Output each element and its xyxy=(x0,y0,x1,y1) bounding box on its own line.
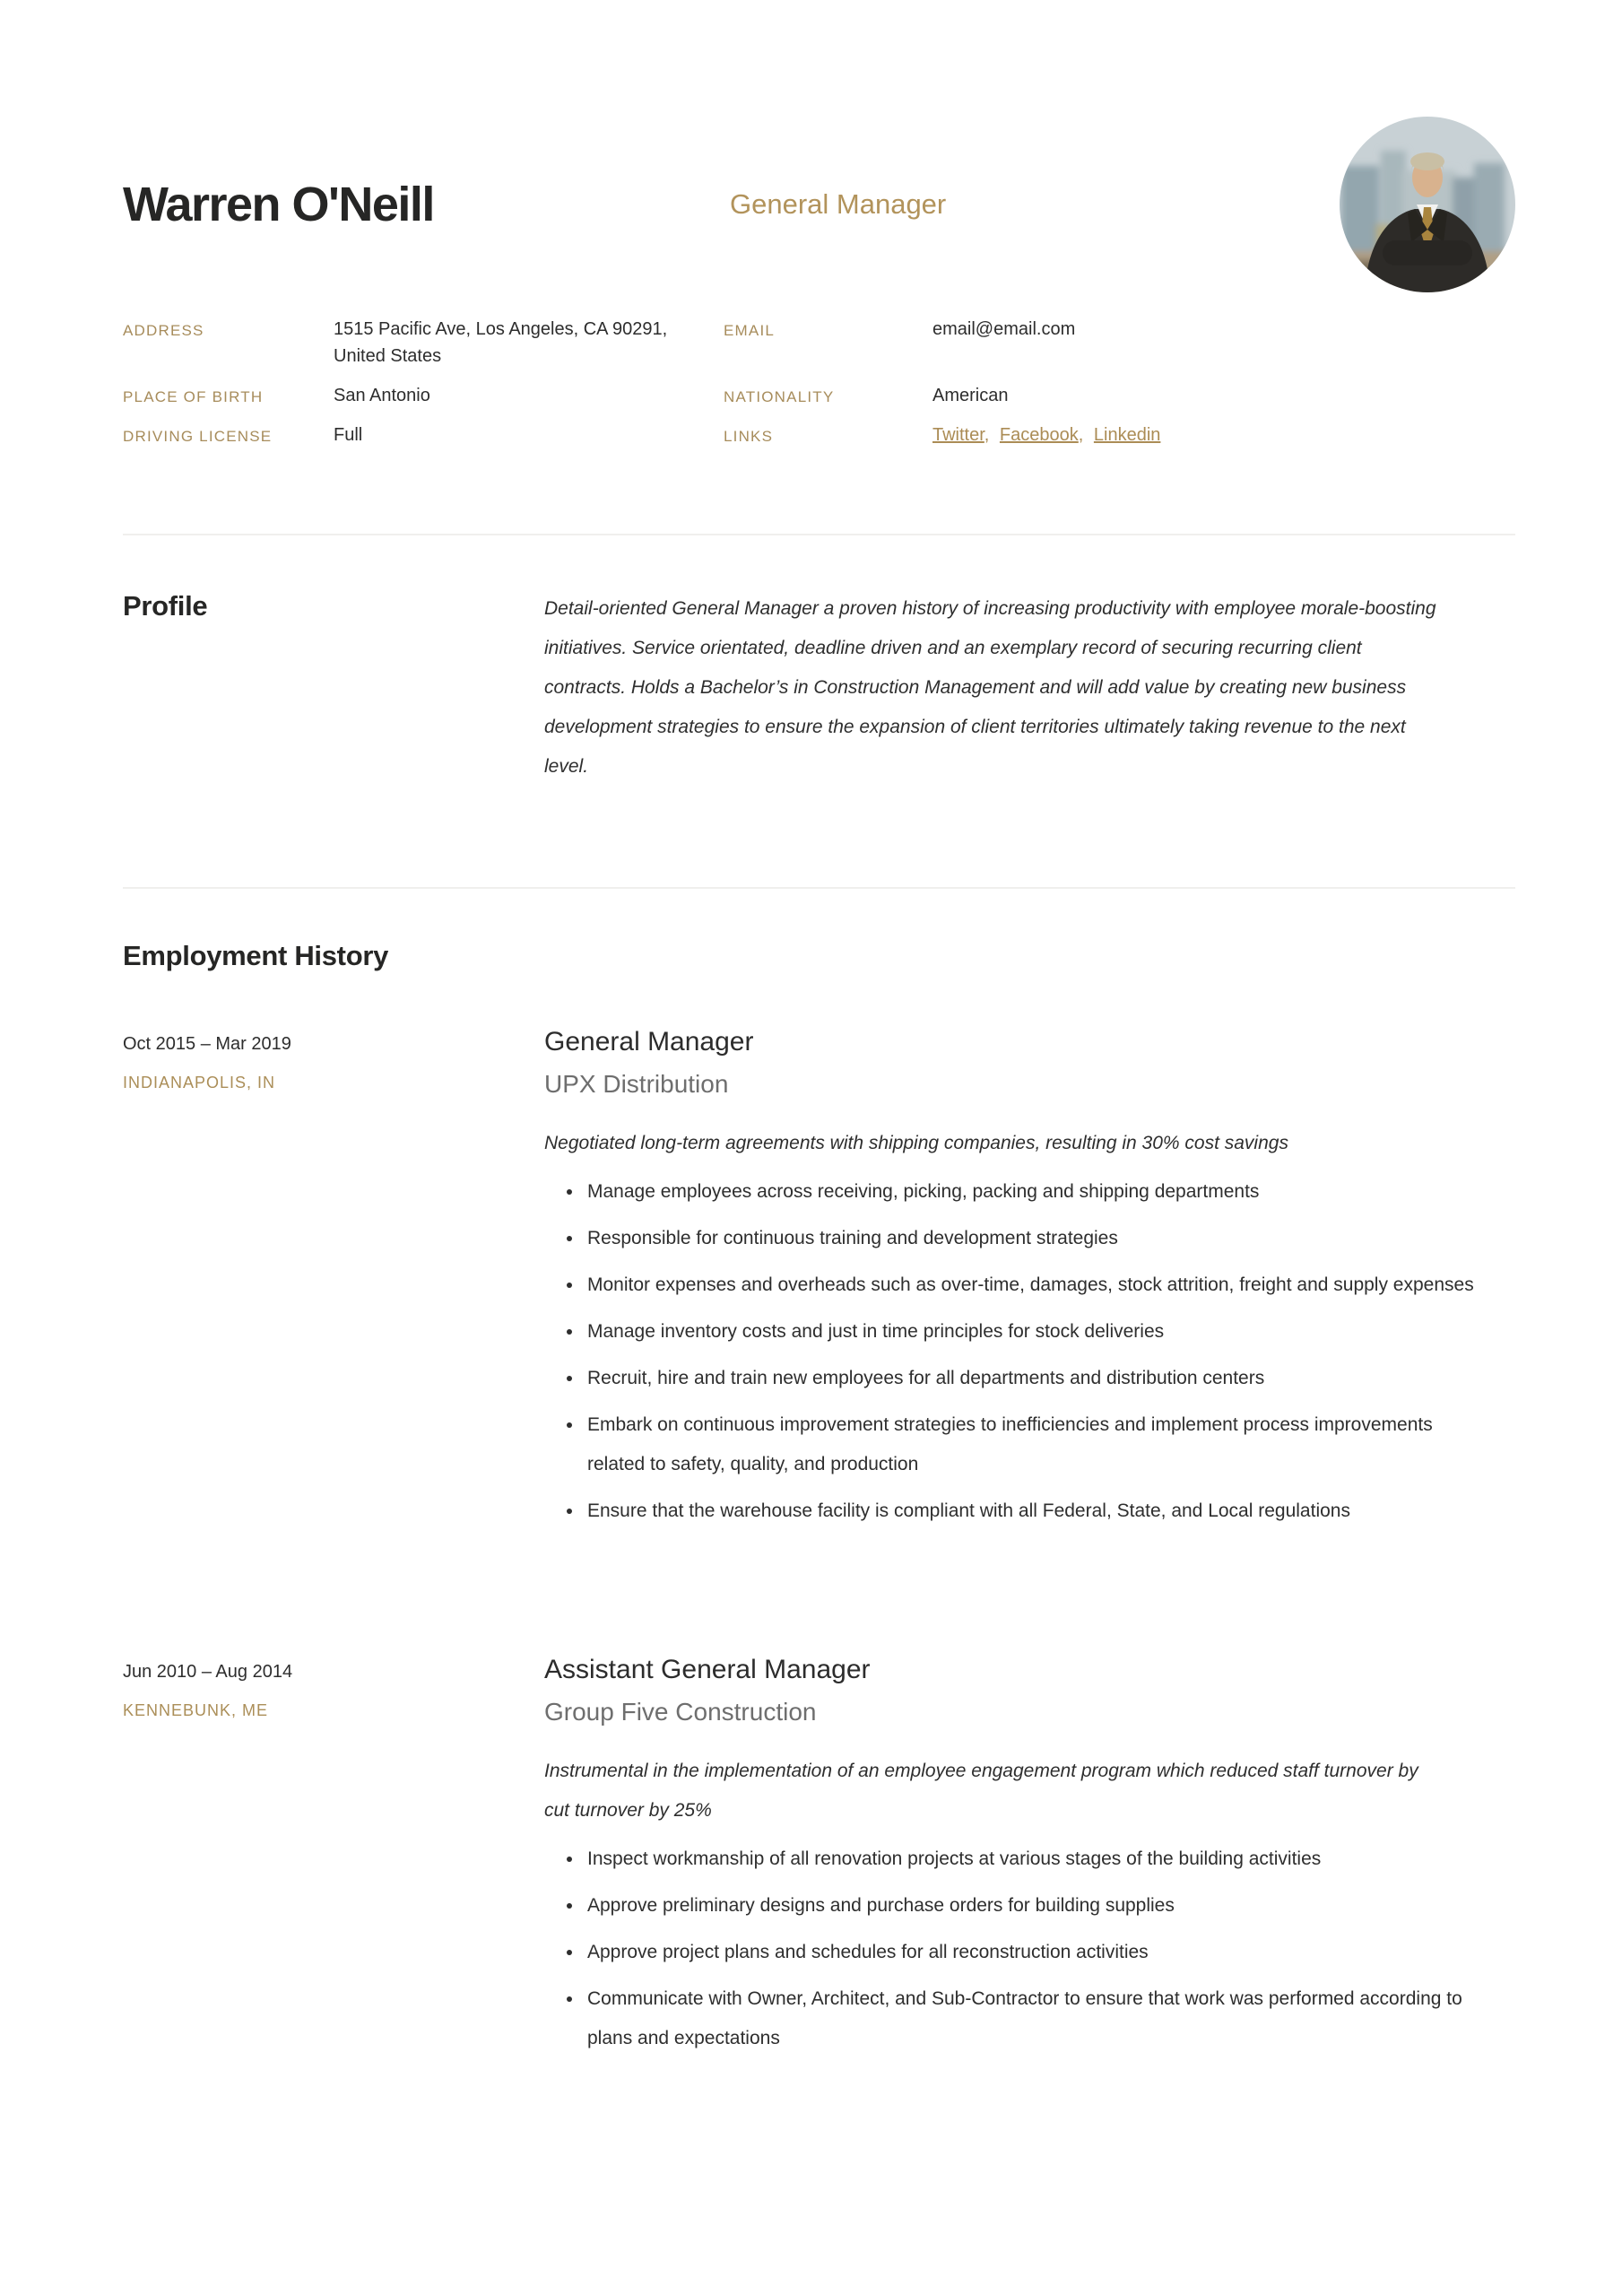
job-bullet: • Communicate with Owner, Architect, and Sub-Contractor to ensure that work was performed according to plans and expectations xyxy=(584,1979,1480,2058)
job-bullet: • Inspect workmanship of all renovation projects at various stages of the building activities xyxy=(584,1839,1480,1879)
job-bullet: • Approve preliminary designs and purchase orders for building supplies xyxy=(584,1886,1480,1926)
contact-details xyxy=(123,316,1515,448)
job-date: Oct 2015 – Mar 2019 xyxy=(123,1034,291,1054)
place-of-birth-label: PLACE OF BIRTH xyxy=(123,388,264,405)
driving-license-value: Full xyxy=(334,425,363,445)
candidate-job-title: General Manager xyxy=(730,188,947,220)
driving-license-label: DRIVING LICENSE xyxy=(123,428,273,445)
links-label: LINKS xyxy=(724,428,774,445)
links-separator: , xyxy=(1078,425,1084,445)
job-bullet: • Manage inventory costs and just in time principles for stock deliveries xyxy=(584,1312,1480,1352)
resume-header xyxy=(123,117,1515,292)
place-of-birth-value: San Antonio xyxy=(334,386,430,405)
job-bullet: • Manage employees across receiving, picking, packing and shipping departments xyxy=(584,1172,1480,1212)
job-company: Group Five Construction xyxy=(544,1698,817,1726)
twitter-link[interactable]: Twitter xyxy=(932,425,984,445)
address-value: 1515 Pacific Ave, Los Angeles, CA 90291, United States xyxy=(334,319,668,366)
linkedin-link[interactable]: Linkedin xyxy=(1093,425,1161,445)
job-meta xyxy=(123,1025,544,1538)
job-bullet: • Responsible for continuous training and development strategies xyxy=(584,1219,1480,1258)
links-row xyxy=(932,422,1515,448)
job-summary: Negotiated long-term agreements with shipping companies, resulting in 30% cost savings xyxy=(544,1133,1288,1153)
facebook-link[interactable]: Facebook xyxy=(999,425,1079,445)
email-value: email@email.com xyxy=(932,319,1076,339)
job-date: Jun 2010 – Aug 2014 xyxy=(123,1662,293,1682)
profile-photo xyxy=(1340,117,1515,292)
job-title: General Manager xyxy=(544,1027,754,1057)
job-bullet: • Approve project plans and schedules for all reconstruction activities xyxy=(584,1933,1480,1972)
job-meta xyxy=(123,1653,544,2066)
job-title: Assistant General Manager xyxy=(544,1655,871,1684)
nationality-value: American xyxy=(932,386,1009,405)
job-company: UPX Distribution xyxy=(544,1070,729,1098)
job-bullet: • Monitor expenses and overheads such as over-time, damages, stock attrition, freight and supply expenses xyxy=(584,1265,1480,1305)
profile-section xyxy=(123,535,1515,787)
job-location: KENNEBUNK, ME xyxy=(123,1701,269,1719)
candidate-name: Warren O'Neill xyxy=(123,178,434,231)
job-entry xyxy=(123,1025,1515,1538)
nationality-label: NATIONALITY xyxy=(724,388,835,405)
job-location: INDIANAPOLIS, IN xyxy=(123,1074,276,1091)
profile-heading: Profile xyxy=(123,590,208,622)
job-bullet-list xyxy=(544,1839,1480,2058)
job-details xyxy=(544,1653,1515,2066)
job-bullet-list xyxy=(544,1172,1480,1531)
email-label: EMAIL xyxy=(724,322,776,339)
employment-heading: Employment History xyxy=(123,940,389,971)
job-summary: Instrumental in the implementation of an employee engagement program which reduced staff turnover by cut turnover by 25% xyxy=(544,1761,1418,1821)
employment-section xyxy=(123,889,1515,973)
job-details xyxy=(544,1025,1515,1538)
links-separator: , xyxy=(984,425,990,445)
job-entry xyxy=(123,1653,1515,2066)
job-bullet: • Recruit, hire and train new employees for all departments and distribution centers xyxy=(584,1359,1480,1398)
job-bullet: • Embark on continuous improvement strategies to inefficiencies and implement process improvements related to safety, quality, and production xyxy=(584,1405,1480,1484)
profile-text: Detail-oriented General Manager a proven history of increasing productivity with employee morale-boosting initiatives. Service orientated, deadline driven and an exemplary record of securing recurring client contracts. Holds a Bachelor’s in Construction Management and will add value by creating new business development strategies to ensure the expansion of client territories ultimately taking revenue to the next level. xyxy=(544,598,1436,777)
profile-photo-image xyxy=(1340,117,1515,292)
job-bullet: • Ensure that the warehouse facility is compliant with all Federal, State, and Local regulations xyxy=(584,1492,1480,1531)
address-label: ADDRESS xyxy=(123,322,204,339)
